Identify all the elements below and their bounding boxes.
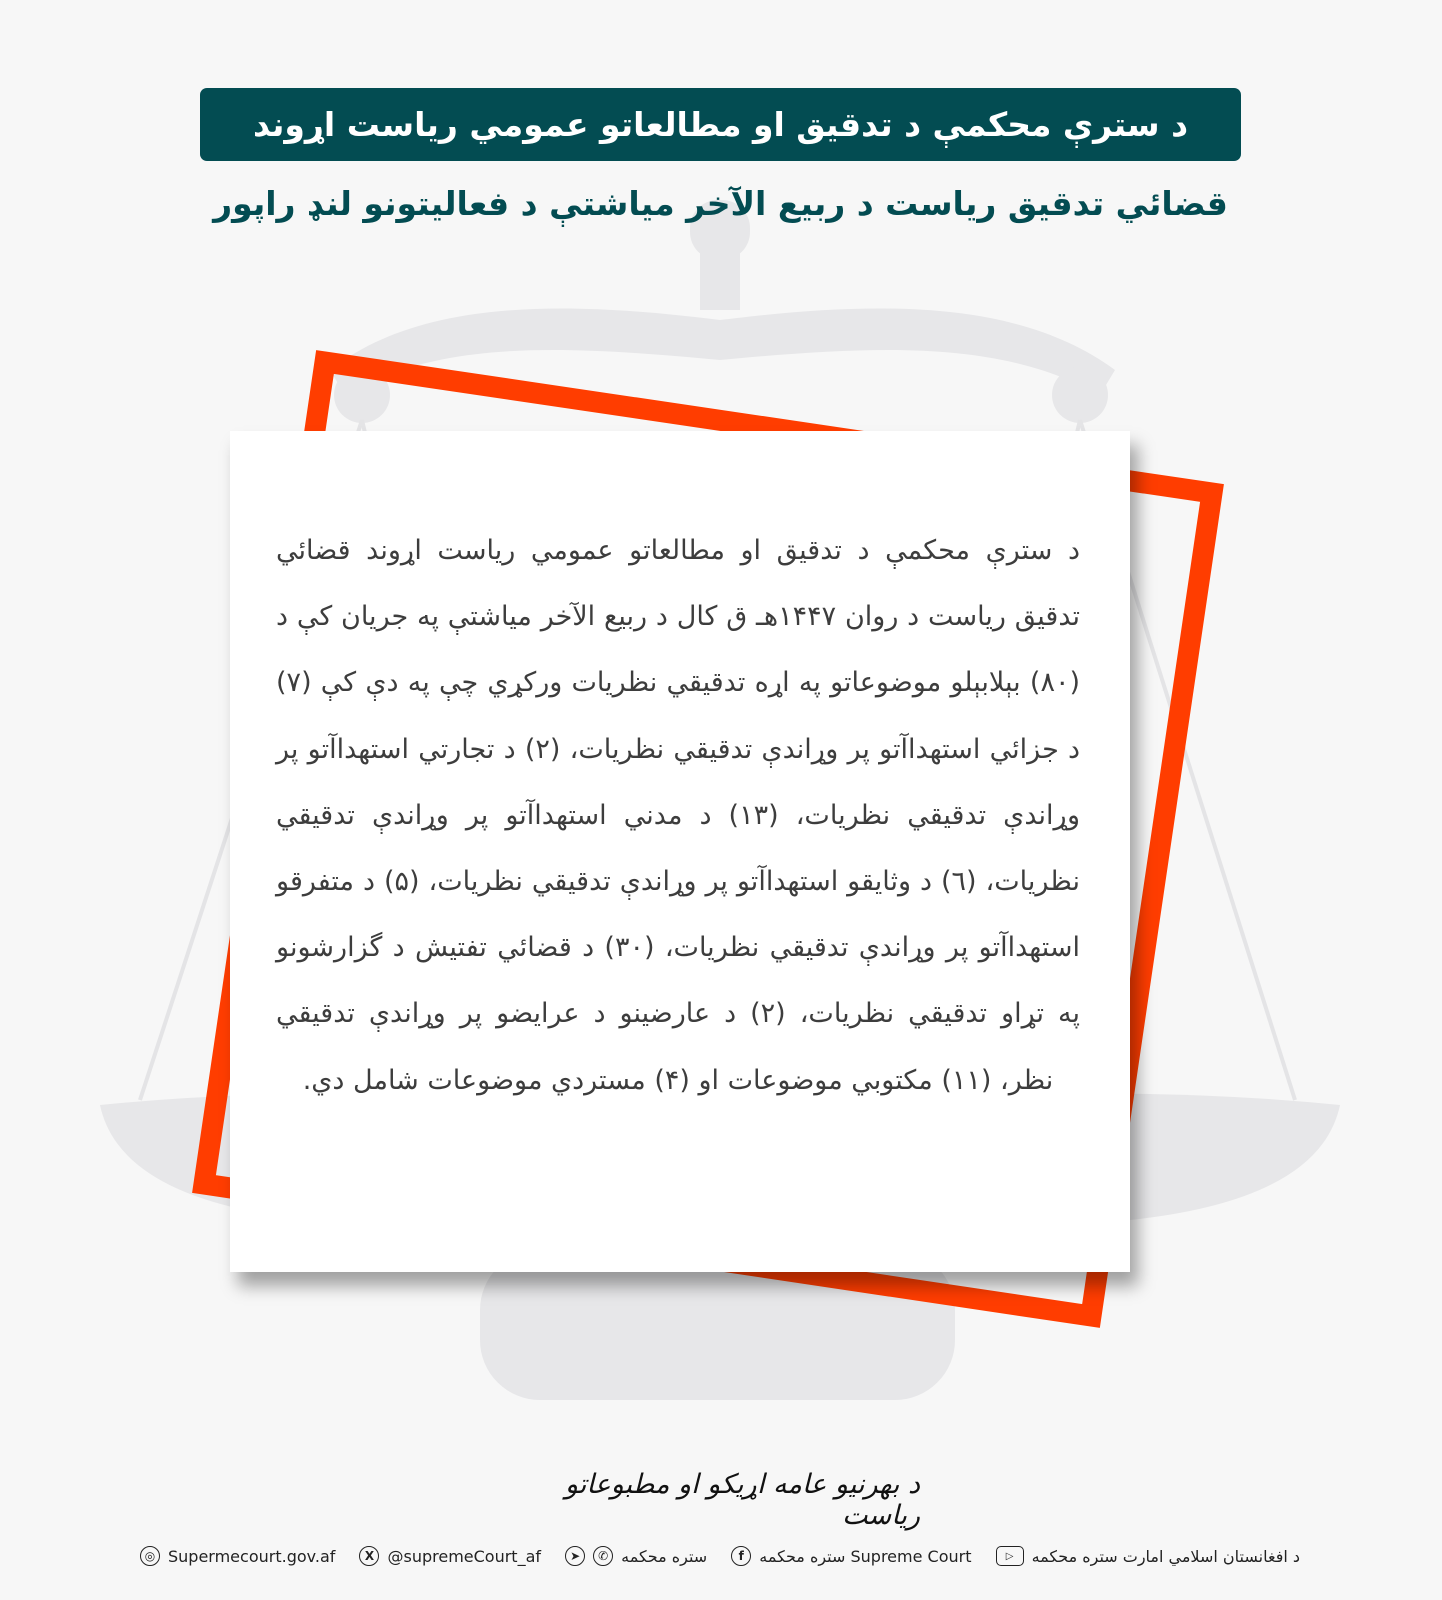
- telegram-whatsapp-label: ستره محکمه: [621, 1546, 708, 1566]
- header-bar: [200, 88, 1241, 161]
- x-twitter-link[interactable]: [359, 1546, 541, 1566]
- youtube-icon: ▷: [996, 1546, 1024, 1566]
- facebook-link[interactable]: [731, 1546, 971, 1566]
- page-title: د سترې محکمې د تدقیق او مطالعاتو عمومي ریاست اړوند: [252, 105, 1189, 144]
- telegram-whatsapp-link[interactable]: [565, 1546, 707, 1566]
- facebook-icon: f: [731, 1546, 751, 1566]
- department-logo: [520, 1469, 920, 1531]
- website-label: Supermecourt.gov.af: [168, 1546, 336, 1566]
- subtitle-text: قضائي تدقیق ریاست د ربیع الآخر میاشتې د فعالیتونو لنډ راپور: [213, 183, 1228, 223]
- page-subtitle: [200, 168, 1241, 238]
- x-twitter-label: @supremeCourt_af: [387, 1546, 542, 1566]
- youtube-label: د افغانستان اسلامي امارت ستره محکمه: [1031, 1546, 1300, 1566]
- report-body-text: د سترې محکمې د تدقیق او مطالعاتو عمومي ریاست اړوند قضائي تدقیق ریاست د روان ۱۴۴۷هـ ق کال د ربیع الآخر میاشتې په جریان کې د (۸۰) بېلابېلو موضوعاتو په اړه تدقیقي نظریات ورکړي چې په دې کې (۷) د جزائي استهداآتو پر وړاندې تدقیقي نظریات، (۲) د تجارتي استهداآتو پر وړاندې تدقیقي نظریات، (۱۳) د مدني استهداآتو پر وړاندې تدقیقي نظریات، (٦) د وثایقو استهداآتو پر وړاندې تدقیقي نظریات، (۵) د متفرقو استهداآتو پر وړاندې تدقیقي نظریات، (۳۰) د قضائي تفتیش د گزارشونو په تړاو تدقیقي نظریات، (۲) د عارضینو د عرایضو پر وړاندې تدقیقي نظر، (۱۱) مکتوبي موضوعات او (۴) مستردي موضوعات شامل دي.: [276, 535, 1081, 1096]
- website-link[interactable]: [140, 1546, 335, 1566]
- globe-icon: ◎: [140, 1546, 160, 1566]
- whatsapp-icon: ✆: [593, 1546, 613, 1566]
- facebook-label: Supreme Court ستره محکمه: [759, 1546, 972, 1566]
- youtube-link[interactable]: [996, 1546, 1300, 1566]
- department-logo-text: د بهرنیو عامه اړیکو او مطبوعاتو ریاست: [564, 1469, 920, 1531]
- report-card: [230, 431, 1130, 1272]
- x-twitter-icon: X: [359, 1546, 379, 1566]
- telegram-icon: ➤: [565, 1546, 585, 1566]
- footer-links: [140, 1541, 1300, 1571]
